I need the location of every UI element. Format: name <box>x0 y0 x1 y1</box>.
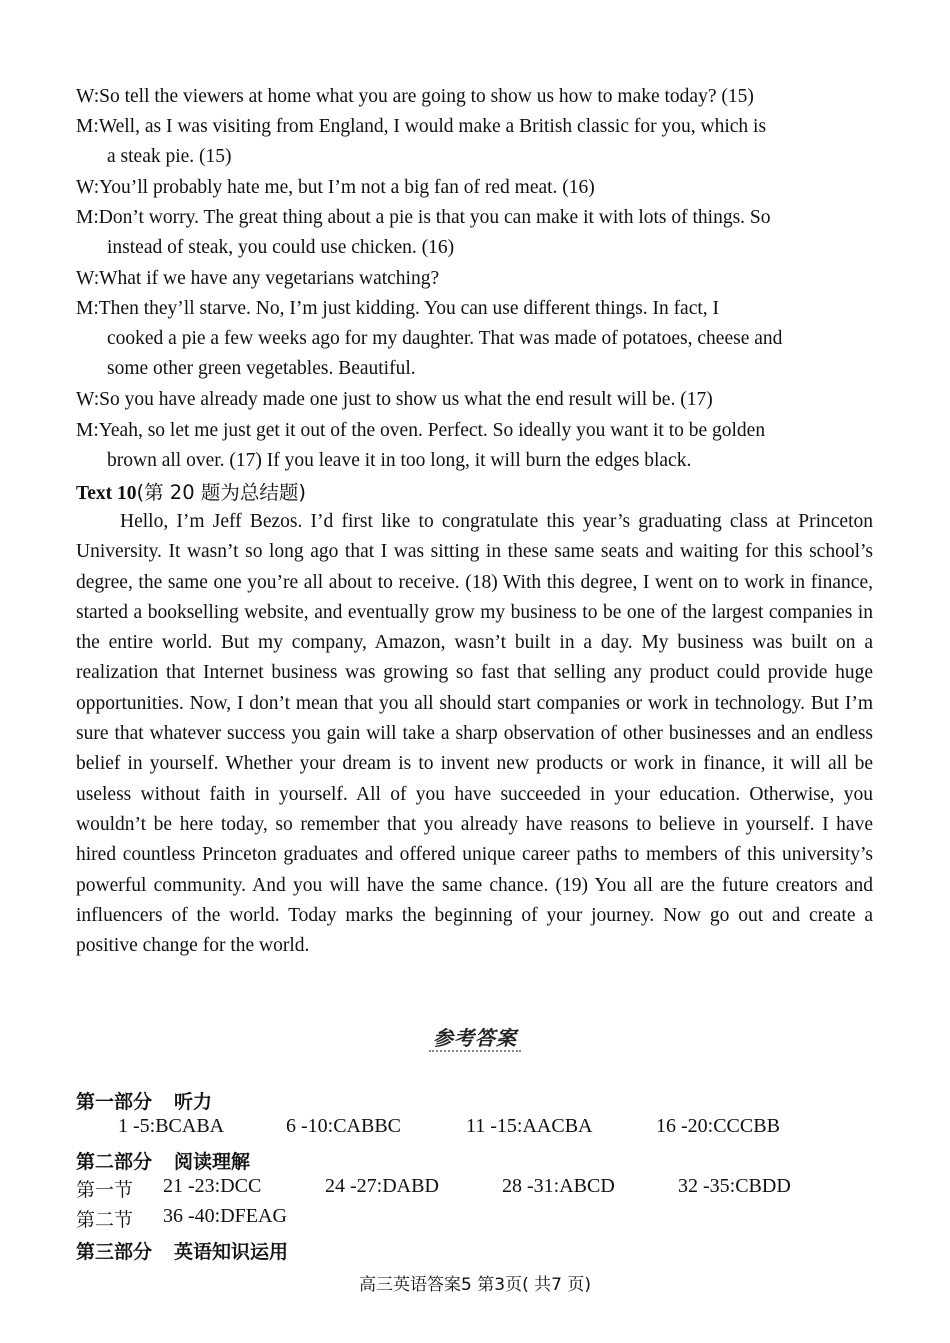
answer-group: 32 -35:CBDD <box>678 1175 791 1197</box>
dialogue-line: M:Then they’ll starve. No, I’m just kidding. You can use different things. In fact, I cooked a pie a few weeks ago for my daughter. That was made of potatoes, cheese and some other green vegetables. Beautiful. <box>76 294 876 384</box>
text10-paragraph: Hello, I’m Jeff Bezos. I’d first like to congratulate this year’s graduating class at Princeton University. It wasn’t so long ago that I was sitting in these same seats and waiting for this school’s degree, the same one you’re all about to receive. (18) With this degree, I went on to work in finance, started a bookselling website, and eventually grow my business to be one of the largest companies in the entire world. But my company, Amazon, wasn’t built in a day. My business was built on a realization that Internet business was growing so fast that selling any product could provide huge opportunities. Now, I don’t mean that you all should start companies or work in technology. But I’m sure that whatever success you gain will take a sharp observation of other businesses and an endless belief in yourself. Whether your dream is to invent new products or work in finance, it will all be useless without faith in yourself. All of you have succeeded in your education. Otherwise, you wouldn’t be here today, so remember that you already have reasons to believe in yourself. I have hired countless Princeton graduates and offered unique career paths to members of this university’s powerful community. And you will have the same chance. (19) You all are the future creators and influencers of the world. Today marks the beginning of your journey. Now go out and create a positive change for the world. <box>76 511 873 957</box>
utterance-continued: a steak pie. (15) <box>107 146 232 167</box>
part2-title: 阅读理解 <box>174 1151 251 1173</box>
utterance: So you have already made one just to show us what the end result will be. (17) <box>99 389 713 410</box>
text10-label: Text 10 <box>76 483 137 504</box>
utterance: Well, as I was visiting from England, I would make a British classic for you, which is <box>98 116 767 137</box>
utterance: So tell the viewers at home what you are going to show us how to make today? (15) <box>99 86 754 107</box>
text10-note: (第 20 题为总结题) <box>136 481 306 504</box>
part3-title: 英语知识运用 <box>174 1241 289 1263</box>
utterance: What if we have any vegetarians watching? <box>99 268 440 289</box>
answer-group: 16 -20:CCCBB <box>656 1115 780 1137</box>
answer-group: 24 -27:DABD <box>325 1175 439 1197</box>
page-footer: 高三英语答案5 第3页( 共7 页) <box>359 1275 591 1295</box>
answer-group: 36 -40:DFEAG <box>163 1205 287 1227</box>
utterance-continued: brown all over. (17) If you leave it in too long, it will burn the edges black. <box>107 450 692 471</box>
dialogue-line: M:Yeah, so let me just get it out of the oven. Perfect. So ideally you want it to be golden brown all over. (17) If you leave it in too long, it will burn the edges black. <box>76 416 876 476</box>
answer-key-title <box>0 1022 950 1051</box>
utterance: Yeah, so let me just get it out of the oven. Perfect. So ideally you want it to be golden <box>98 420 766 441</box>
utterance-continued: some other green vegetables. Beautiful. <box>107 358 416 379</box>
answer-group: 6 -10:CABBC <box>286 1115 402 1137</box>
part2-heading <box>76 1147 250 1174</box>
part1-name: 第一部分 <box>76 1091 153 1113</box>
dialogue-line: W:What if we have any vegetarians watching? <box>76 268 440 289</box>
speaker: W <box>76 86 94 107</box>
speaker: M <box>76 298 94 319</box>
speaker: W <box>76 268 94 289</box>
part1-title: 听力 <box>174 1091 213 1113</box>
section-name: 第一节 <box>76 1179 134 1201</box>
speaker: M <box>76 420 94 441</box>
utterance: Don’t worry. The great thing about a pie is that you can make it with lots of things. So <box>98 207 771 228</box>
dialogue-line: M:Don’t worry. The great thing about a pie is that you can make it with lots of things. So instead of steak, you could use chicken. (16) <box>76 203 876 263</box>
answer-group: 1 -5:BCABA <box>118 1115 225 1137</box>
answer-group: 28 -31:ABCD <box>502 1175 615 1197</box>
dialogue-line: W:So you have already made one just to show us what the end result will be. (17) <box>76 389 713 410</box>
utterance: Then they’ll starve. No, I’m just kidding. You can use different things. In fact, I <box>98 298 720 319</box>
utterance-continued: instead of steak, you could use chicken. (16) <box>107 237 455 258</box>
answer-group: 11 -15:AACBA <box>466 1115 593 1137</box>
utterance: You’ll probably hate me, but I’m not a big fan of red meat. (16) <box>99 177 595 198</box>
text10-heading <box>76 478 306 509</box>
dialogue-line: M:Well, as I was visiting from England, I would make a British classic for you, which is a steak pie. (15) <box>76 112 876 172</box>
part1-heading <box>76 1087 212 1114</box>
utterance-continued: cooked a pie a few weeks ago for my daughter. That was made of potatoes, cheese and <box>107 328 783 349</box>
speaker: W <box>76 177 94 198</box>
answer-group: 21 -23:DCC <box>163 1175 262 1197</box>
dialogue-line: W:You’ll probably hate me, but I’m not a big fan of red meat. (16) <box>76 177 595 198</box>
speaker: W <box>76 389 94 410</box>
dialogue-line: W:So tell the viewers at home what you are going to show us how to make today? (15) <box>76 86 754 107</box>
answer-key-title-text: 参考答案 <box>429 1026 521 1052</box>
part3-heading <box>76 1237 288 1264</box>
part2-name: 第二部分 <box>76 1151 153 1173</box>
speaker: M <box>76 116 94 137</box>
section-name: 第二节 <box>76 1209 134 1231</box>
part3-name: 第三部分 <box>76 1241 153 1263</box>
speaker: M <box>76 207 94 228</box>
